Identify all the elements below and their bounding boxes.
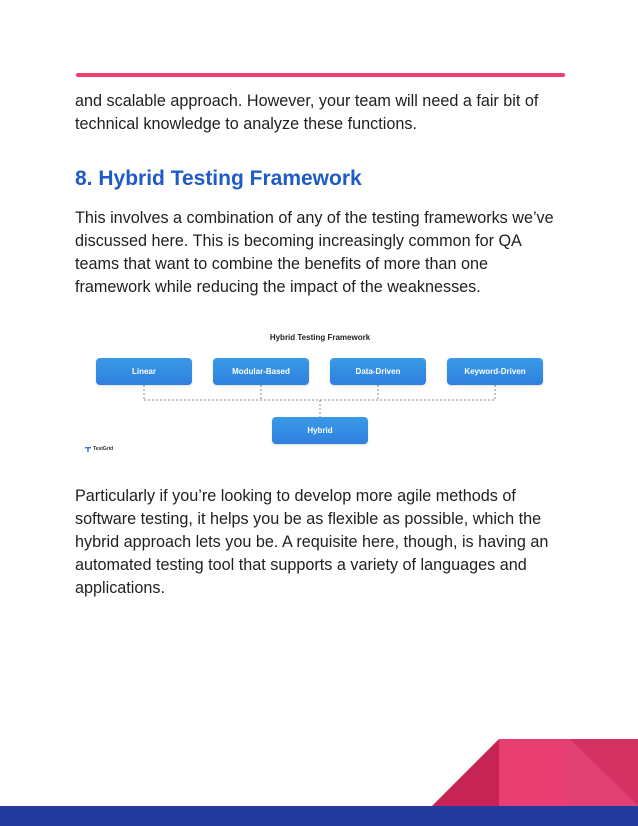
deco-triangle-left bbox=[432, 739, 499, 806]
deco-square bbox=[499, 739, 570, 806]
framework-box-hybrid: Hybrid bbox=[272, 417, 368, 444]
paragraph-intro: and scalable approach. However, your team will need a fair bit of technical knowledge to analyze these functions. bbox=[75, 92, 539, 133]
paragraph-description: This involves a combination of any of the testing frameworks we’ve discussed here. This is becoming increasingly common for QA teams that want to combine the benefits of more than one framework while reducing the impact of the weaknesses. bbox=[75, 209, 554, 296]
logo-text: TestGrid bbox=[93, 446, 114, 452]
framework-box-modular: Modular-Based bbox=[213, 358, 309, 385]
framework-box-data-driven: Data-Driven bbox=[330, 358, 426, 385]
framework-box-linear: Linear bbox=[96, 358, 192, 385]
footer-bar bbox=[0, 806, 638, 826]
framework-box-keyword-driven: Keyword-Driven bbox=[447, 358, 543, 385]
paragraph-conclusion: Particularly if you’re looking to develop more agile methods of software testing, it helps you be as flexible as possible, which the hybrid approach lets you be. A requisite here, though, is having an automated testing tool that supports a variety of languages and applications. bbox=[75, 487, 549, 597]
diagram-title: Hybrid Testing Framework bbox=[269, 333, 371, 342]
section-heading: 8. Hybrid Testing Framework bbox=[75, 167, 362, 190]
